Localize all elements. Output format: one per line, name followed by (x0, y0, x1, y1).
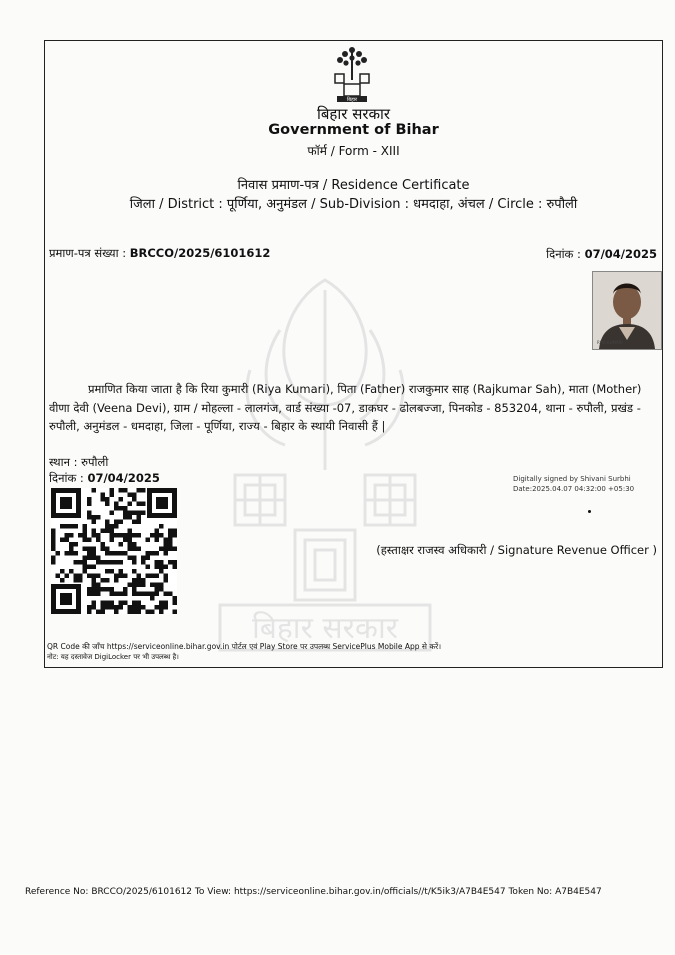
issue-date (546, 247, 657, 262)
bihar-emblem-watermark (200, 260, 450, 660)
cert-no-value: BRCCO/2025/6101612 (129, 246, 271, 260)
bihar-emblem-icon (332, 44, 372, 102)
footer-date-label: दिनांक : (49, 471, 84, 485)
qr-verification-note: QR Code की जाँच https://serviceonline.bihar.gov.in पोर्टल एवं Play Store पर उपलब्ध ServicePlus Mobile App से करें। (47, 642, 442, 651)
digital-signature-block (513, 474, 634, 494)
digilocker-note: नोट: यह दस्तावेज DigiLocker पर भी उपलब्ध है। (47, 653, 179, 661)
signatory-label: (हस्ताक्षर राजस्व अधिकारी / Signature Revenue Officer ) (376, 543, 657, 557)
digital-sig-date: Date:2025.04.07 04:32:00 +05:30 (513, 485, 635, 493)
place (49, 455, 108, 470)
applicant-photo (592, 271, 662, 350)
digital-sig-name: Digitally signed by Shivani Surbhi (513, 475, 631, 483)
district-line: जिला / District : पूर्णिया, अनुमंडल / Sub-Division : धमदाहा, अंचल / Circle : रुपौली (129, 197, 578, 212)
statement-text: प्रमाणित किया जाता है कि रिया कुमारी (Riya Kumari), पिता (Father) राजकुमार साह (Rajkumar Sah), माता (Mother) वीणा देवी (Veena Devi), ग्राम / मोहल्ला - लालगंज, वार्ड संख्या -07, डाकघर - ढोलबज्जा, पिनकोड - 853204, थाना - रुपौली, प्रखंड - रुपौली, अनुमंडल - धमदाहा, जिला - पूर्णिया, राज्य - बिहार के स्थायी निवासी हैं | (49, 382, 642, 433)
emblem-text: बिहार (346, 97, 358, 102)
place-value: रुपौली (81, 455, 109, 469)
certificate-statement (49, 380, 659, 436)
footer-date-value: 07/04/2025 (87, 471, 160, 485)
place-label: स्थान : (49, 455, 78, 469)
watermark-text: बिहार सरकार (251, 611, 399, 646)
reference-line: Reference No: BRCCO/2025/6101612 To View: https://serviceonline.bihar.gov.in/officials//t/K5ik3/A7B4E547 Token No: A7B4E547 (25, 887, 602, 897)
footer-date (49, 471, 160, 486)
issue-date-label: दिनांक : (546, 247, 581, 261)
form-label: फॉर्म / Form - XIII (307, 144, 400, 158)
certificate-number (49, 246, 270, 261)
issue-date-value: 07/04/2025 (584, 247, 657, 261)
qr-code-icon[interactable] (51, 488, 177, 614)
signature-mark (588, 510, 591, 513)
hindi-title: बिहार सरकार (316, 105, 391, 123)
cert-no-label: प्रमाण-पत्र संख्या : (49, 246, 127, 260)
certificate-title: निवास प्रमाण-पत्र / Residence Certificate (237, 178, 470, 193)
photo-caption: RIYA KUMARI (597, 340, 623, 345)
english-title: Government of Bihar (268, 122, 439, 138)
